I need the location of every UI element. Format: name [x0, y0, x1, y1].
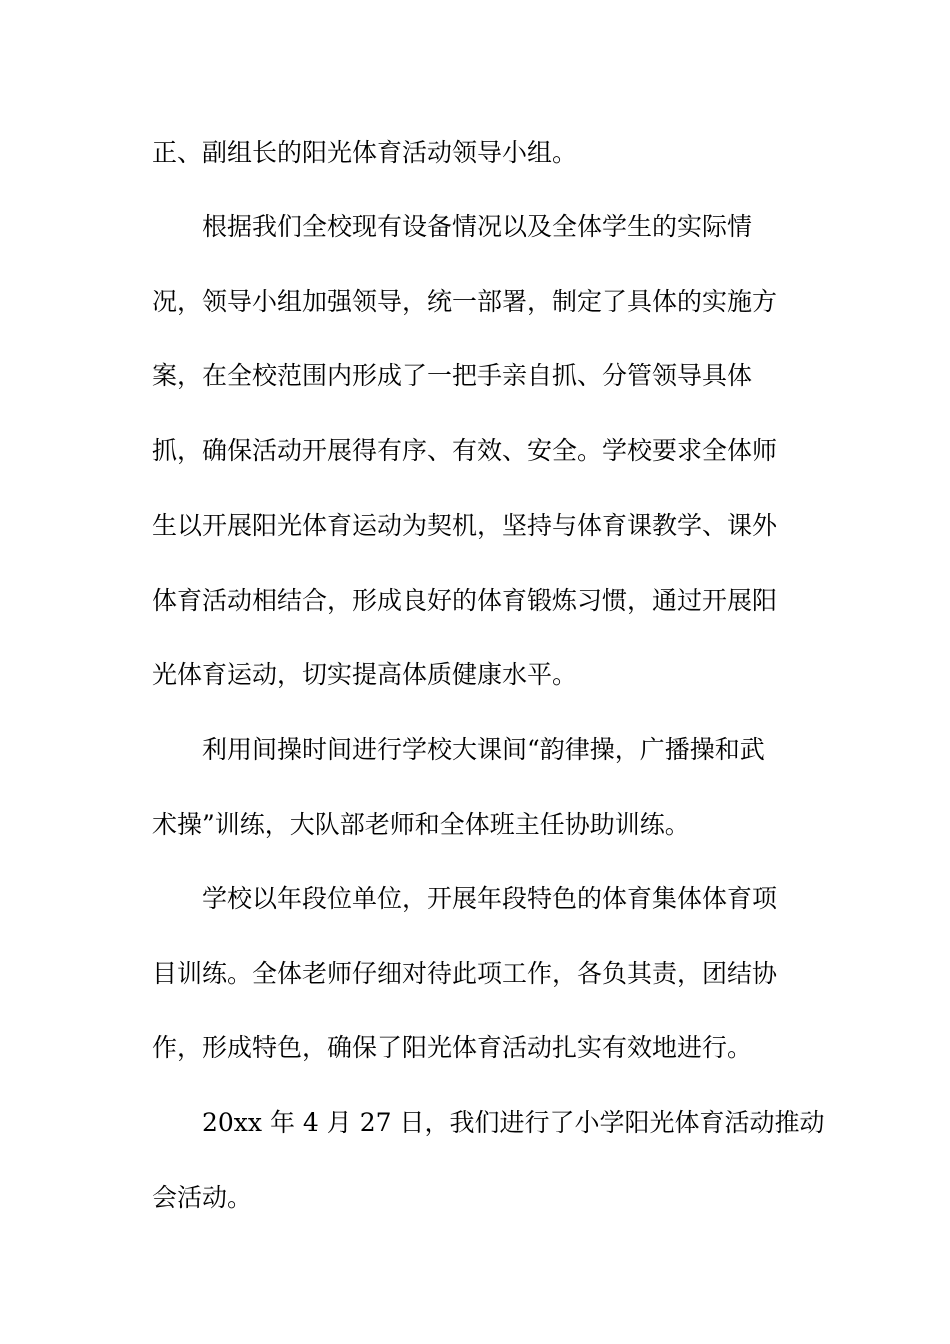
text-line-10: 术操”训练，大队部老师和全体班主任协助训练。	[152, 810, 690, 839]
text-line-15: 会活动。	[152, 1183, 253, 1212]
text-line-13: 作，形成特色，确保了阳光体育活动扎实有效地进行。	[152, 1033, 753, 1062]
text-line-7: 体育活动相结合，形成良好的体育锻炼习惯，通过开展阳	[152, 586, 778, 615]
text-line-4: 案，在全校范围内形成了一把手亲自抓、分管领导具体	[152, 361, 753, 390]
text-line-1: 正、副组长的阳光体育活动领导小组。	[152, 138, 578, 167]
text-line-3: 况，领导小组加强领导，统一部署，制定了具体的实施方	[152, 287, 778, 316]
text-line-6: 生以开展阳光体育运动为契机，坚持与体育课教学、课外	[152, 511, 778, 540]
text-line-11: 学校以年段位单位，开展年段特色的体育集体体育项	[202, 884, 778, 913]
text-line-14: 20xx 年 4 月 27 日，我们进行了小学阳光体育活动推动	[202, 1108, 825, 1137]
text-line-2: 根据我们全校现有设备情况以及全体学生的实际情	[202, 212, 753, 241]
text-line-8: 光体育运动，切实提高体质健康水平。	[152, 660, 578, 689]
text-line-9: 利用间操时间进行学校大课间“韵律操，广播操和武	[202, 735, 765, 764]
text-line-12: 目训练。全体老师仔细对待此项工作，各负其责，团结协	[152, 959, 778, 988]
text-line-5: 抓，确保活动开展得有序、有效、安全。学校要求全体师	[152, 436, 778, 465]
